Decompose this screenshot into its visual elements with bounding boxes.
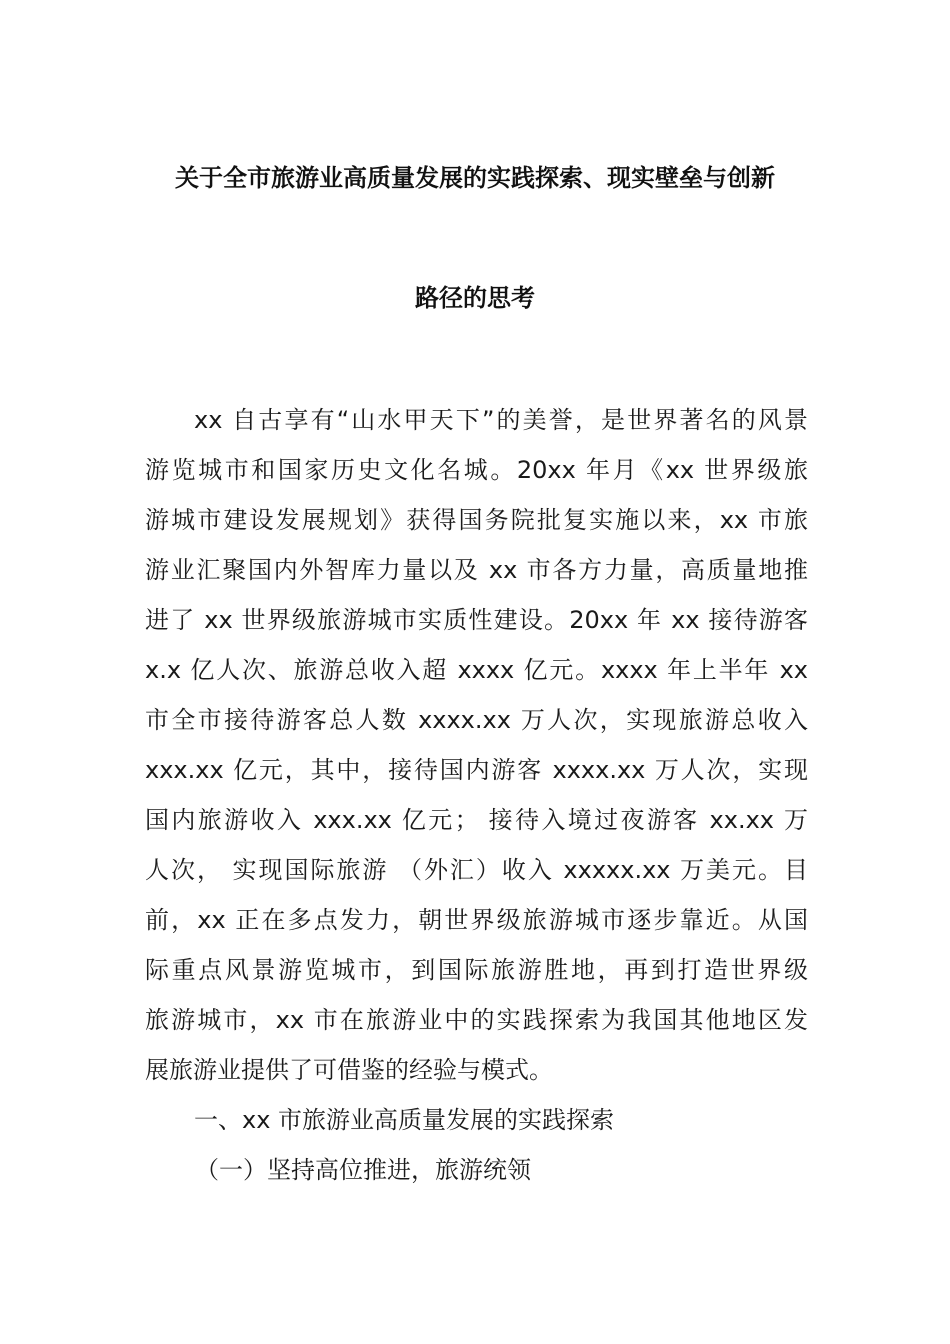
paragraph-line: 国内旅游收入 xxx.xx 亿元； 接待入境过夜游客 xx.xx 万	[145, 806, 808, 834]
paragraph-line: 际重点风景游览城市，到国际旅游胜地，再到打造世界级	[145, 956, 808, 984]
paragraph-line: 市全市接待游客总人数 xxxx.xx 万人次，实现旅游总收入	[145, 706, 808, 734]
paragraph-line: 游览城市和国家历史文化名城。20xx 年月《xx 世界级旅	[145, 456, 808, 484]
paragraph-line: xxx.xx 亿元，其中，接待国内游客 xxxx.xx 万人次，实现	[145, 756, 808, 784]
paragraph-line: 旅游城市，xx 市在旅游业中的实践探索为我国其他地区发	[145, 1006, 808, 1034]
paragraph-line: x.x 亿人次、旅游总收入超 xxxx 亿元。xxxx 年上半年 xx	[145, 656, 808, 684]
paragraph-line: 游城市建设发展规划》获得国务院批复实施以来，xx 市旅	[145, 506, 808, 534]
document-title-line-1: 关于全市旅游业高质量发展的实践探索、现实壁垒与创新	[175, 164, 775, 192]
paragraph-line: 前，xx 正在多点发力，朝世界级旅游城市逐步靠近。从国	[145, 906, 808, 934]
paragraph-line: 游业汇聚国内外智库力量以及 xx 市各方力量，高质量地推	[145, 556, 808, 584]
paragraph-line: 进了 xx 世界级旅游城市实质性建设。20xx 年 xx 接待游客	[145, 606, 808, 634]
section-heading: 一、xx 市旅游业高质量发展的实践探索	[194, 1106, 615, 1134]
paragraph-line: 展旅游业提供了可借鉴的经验与模式。	[145, 1056, 553, 1084]
paragraph-line: 人次， 实现国际旅游 （外汇）收入 xxxxx.xx 万美元。目	[145, 856, 808, 884]
document-title-line-2: 路径的思考	[415, 284, 535, 312]
paragraph-line: xx 自古享有“山水甲天下”的美誉，是世界著名的风景	[194, 406, 808, 434]
subsection-heading: （一）坚持高位推进，旅游统领	[195, 1156, 531, 1184]
